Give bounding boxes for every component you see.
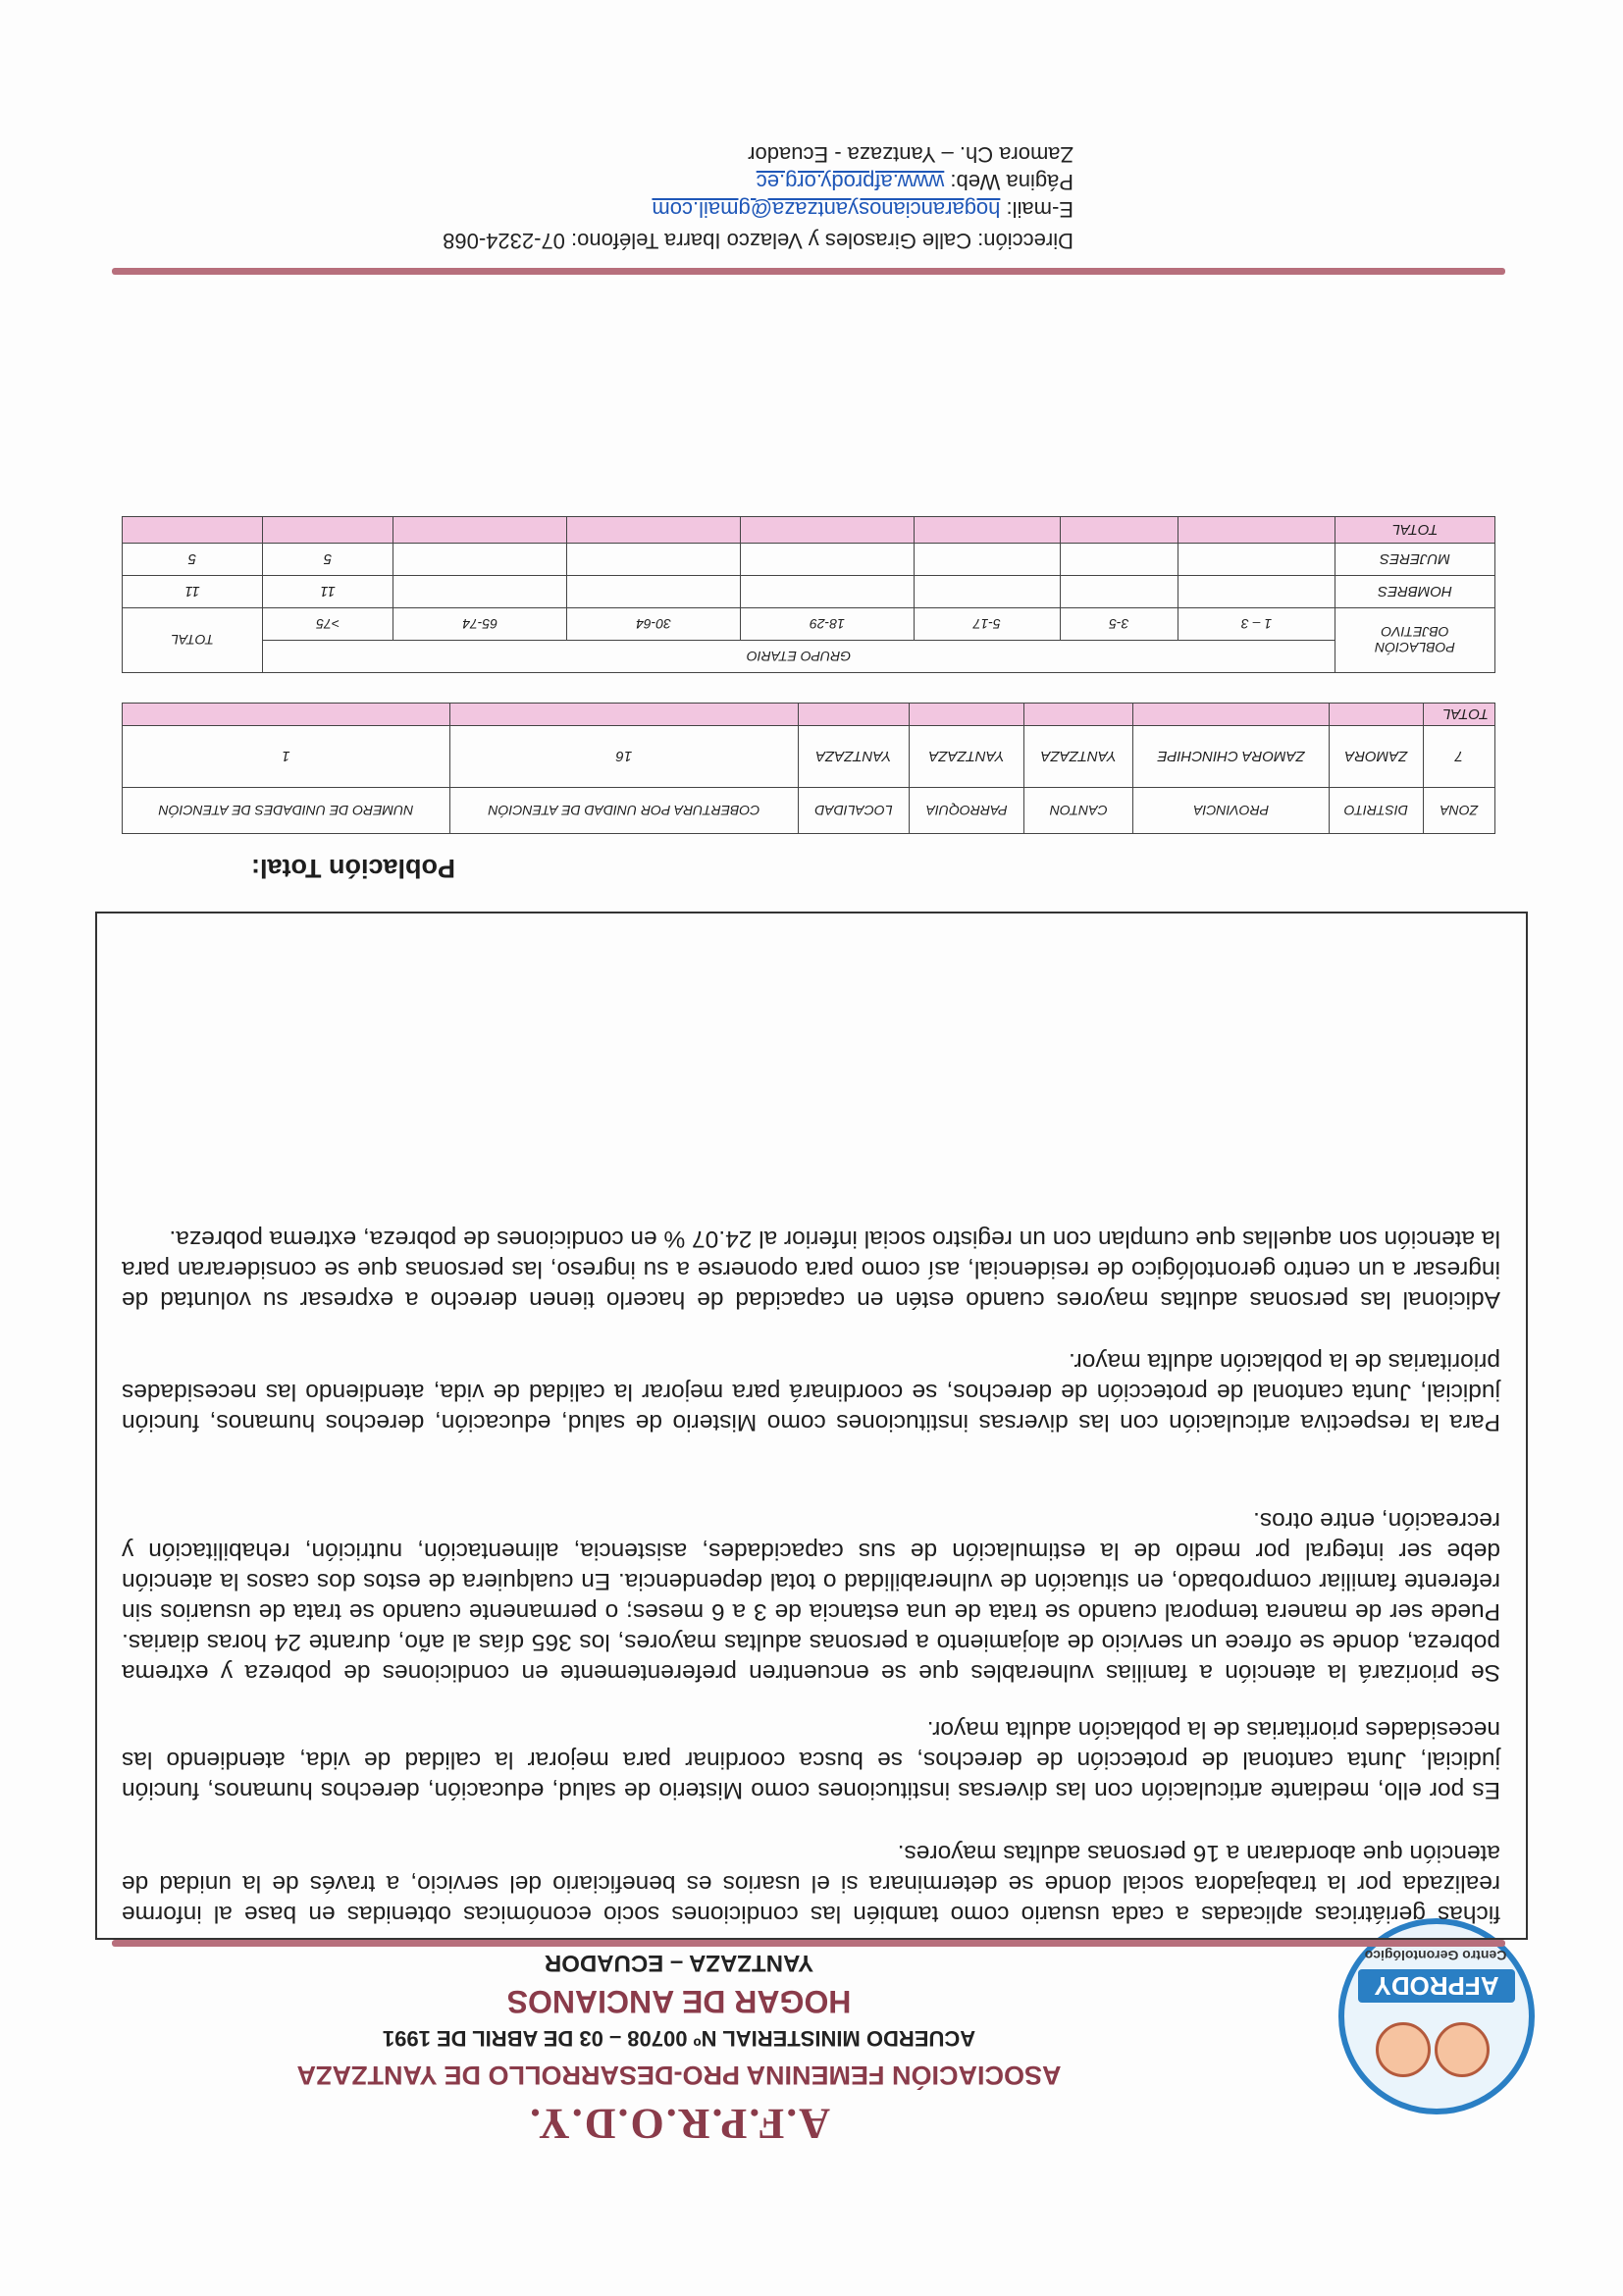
footer-email (652, 196, 1073, 222)
web-link[interactable]: www.afprody.org.ec (756, 170, 945, 194)
footer-web (757, 169, 1073, 194)
header-facility: HOGAR DE ANCIANOS (506, 1984, 852, 2019)
paragraph-1: fichas geriátricas aplicadas a cada usuario como también las condiciones socio económicas obtenidas en base al informe realizada por la trabajadora social donde se determinara si el usarios es beneficiario del servicio, a través de la unidad de atención que abordaran a 16 personas adultas mayores. (122, 1840, 1500, 1927)
header-location: YANTZAZA – ECUADOR (544, 1950, 814, 1976)
table-total-row (123, 704, 1495, 726)
table-row (123, 544, 1495, 576)
coverage-header: CANTON (1024, 788, 1133, 834)
age-group: 65-74 (393, 608, 567, 641)
header-divider (112, 1940, 1505, 1947)
header-title: A.F.P.R.O.D.Y. (528, 2100, 830, 2148)
age-group: 1 – 3 (1178, 608, 1335, 641)
header-organization: ASOCIACIÓN FEMENINA PRO-DESARROLLO DE YANTZAZA (296, 2061, 1062, 2090)
logo-name: AFPRODY (1358, 1969, 1515, 2003)
age-group: >75 (263, 608, 393, 641)
coverage-cell: 7 (1423, 726, 1494, 788)
row-label: TOTAL (1335, 517, 1495, 544)
header-agreement: ACUERDO MINISTERIAL Nº 00708 – 03 DE ABRIL DE 1991 (382, 2026, 976, 2051)
age-table-total-label: TOTAL (123, 608, 263, 673)
table-row (123, 726, 1495, 788)
coverage-header: ZONA (1423, 788, 1494, 834)
row-label: MUJERES (1335, 544, 1495, 576)
age-cell: 5 (263, 544, 393, 576)
logo-subtitle: Centro Gerontológico (1364, 1948, 1507, 1963)
elderly-faces-icon (1372, 2009, 1490, 2087)
footer-city: Zamora Ch. – Yantzaza - Ecuador (748, 142, 1073, 167)
coverage-header: COBERTURA POR UNIDAD DE ATENCIÓN (449, 788, 798, 834)
coverage-cell: YANTZAZA (1024, 726, 1133, 788)
coverage-header: NUMERO DE UNIDADES DE ATENCIÓN (123, 788, 450, 834)
table-total-row (123, 517, 1495, 544)
coverage-cell: ZAMORA (1330, 726, 1424, 788)
coverage-header: DISTRITO (1330, 788, 1424, 834)
footer-divider (112, 268, 1505, 275)
coverage-header: LOCALIDAD (798, 788, 909, 834)
age-group: 18-29 (741, 608, 915, 641)
coverage-table (122, 703, 1495, 834)
email-label: E-mail: (1006, 197, 1073, 222)
age-group: 3-5 (1060, 608, 1178, 641)
paragraph-5: Adicional las personas adultas mayores cuando estén en capacidad de hacerlo tienen derecho a expresar su voluntad de ingresar a un centro gerontológico de residencial, así como para oponerse a su ingreso, las personas que se consideraran para la atención son aquellas que cumplan con un registro social inferior al 24.07 % en condiciones de pobreza, extrema pobreza. (122, 1226, 1500, 1313)
paragraph-2: Es por ello, mediante articulación con las diversas instituciones como Misterio de salud, educación, derechos humanos, función judicial, Junta cantonal de protección de derechos, se busca coordinar para mejorar la calidad de vida, atendiendo las necesidades prioritarias de la población adulta mayor. (122, 1716, 1500, 1803)
age-group: 5-17 (914, 608, 1060, 641)
age-cell: 11 (263, 576, 393, 608)
population-title: Población Total: (251, 854, 455, 883)
coverage-cell: ZAMORA CHINCHIPE (1133, 726, 1330, 788)
age-table-group-label: GRUPO ETARIO (263, 641, 1335, 673)
row-total: 5 (123, 544, 263, 576)
coverage-cell: 1 (123, 726, 450, 788)
coverage-header: PARROQUIA (909, 788, 1023, 834)
footer-address: Dirección: Calle Girasoles y Velazco Ibarra Teléfono: 07-2324-068 (443, 229, 1073, 253)
email-link[interactable]: hogarancianosyantzaza@gmail.com (652, 197, 1001, 222)
age-group: 30-64 (567, 608, 741, 641)
age-group-table (122, 516, 1495, 673)
web-label: Página Web: (950, 170, 1073, 194)
row-label: HOMBRES (1335, 576, 1495, 608)
row-total: 11 (123, 576, 263, 608)
coverage-cell: YANTZAZA (798, 726, 909, 788)
paragraph-3: Se priorizará la atención a familias vulnerables que se encuentren preferentemente en condiciones de pobreza y extrema pobreza, donde se ofrece un servicio de alojamiento a personas adultas mayores, los 365 días al año, durante 24 horas diarias. Puede ser de manera temporal cuando se trata de una estancia de 3 a 6 meses; o permanente cuando se trata de usuarios sin referente familiar comprobado, en situación de vulnerabilidad o total dependencia. En cualquiera de estos dos casos la atención debe ser integral por medio de la estimulación de sus capacidades, asistencia, alimentación, nutrición, rehabilitación y recreación, entre otros. (122, 1507, 1500, 1686)
afprody-logo (1338, 1918, 1535, 2114)
coverage-cell: 16 (449, 726, 798, 788)
paragraph-4: Para la respectiva articulación con las diversas instituciones como Misterio de salud, educación, derechos humanos, función judicial, Junta cantonal de protección de derechos, se coordinará para mejorar la calidad de vida, atendiendo las necesidades prioritarias de la población adulta mayor. (122, 1348, 1500, 1435)
total-label: TOTAL (1423, 704, 1494, 726)
age-table-col1: POBLACIÓN OBJETIVO (1335, 608, 1495, 673)
coverage-header: PROVINCIA (1133, 788, 1330, 834)
table-row (123, 576, 1495, 608)
coverage-cell: YANTZAZA (909, 726, 1023, 788)
